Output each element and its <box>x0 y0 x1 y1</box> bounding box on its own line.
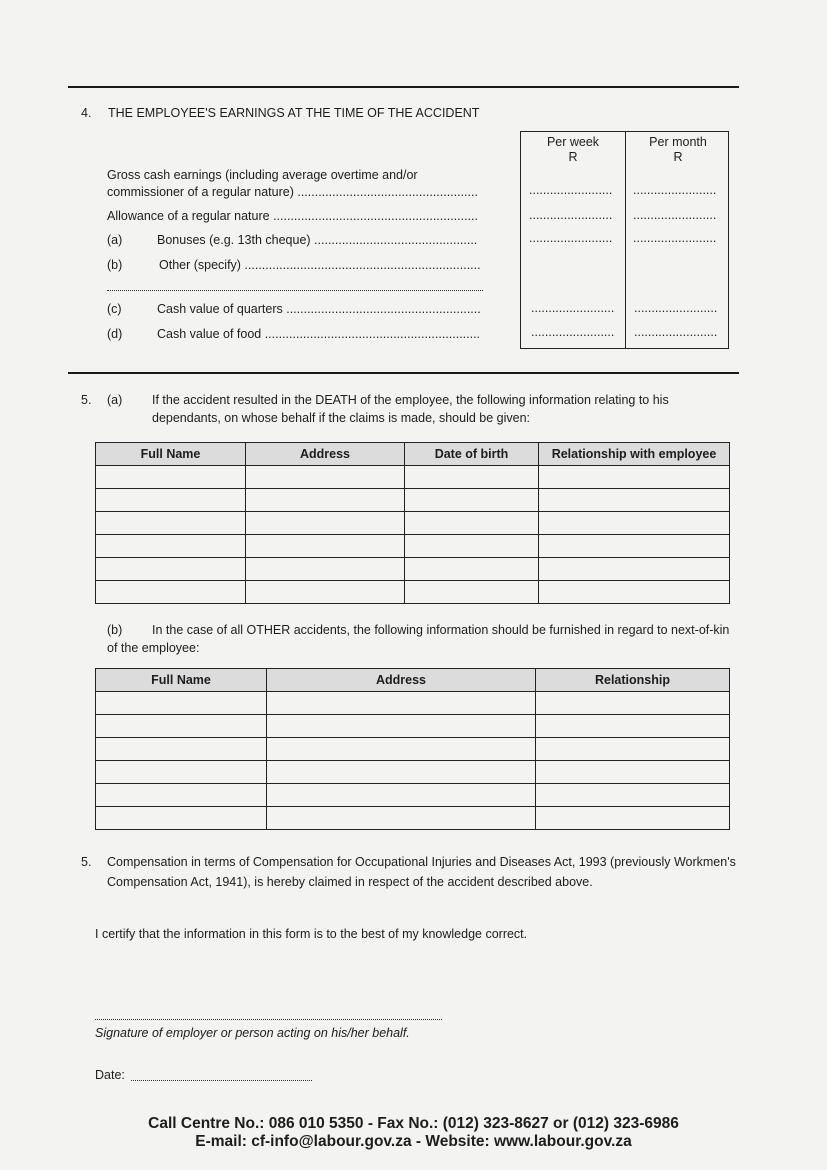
kin-address-header: Address <box>267 669 536 692</box>
kin-fullname-header: Full Name <box>96 669 267 692</box>
table-row <box>96 489 730 512</box>
dependants-relationship-header: Relationship with employee <box>539 443 730 466</box>
table-cell[interactable] <box>539 535 730 558</box>
signature-field[interactable] <box>95 1019 442 1020</box>
table-cell[interactable] <box>267 807 536 830</box>
food-label: Cash value of food .............................................................. <box>157 327 481 341</box>
table-row <box>96 535 730 558</box>
dependants-fullname-header: Full Name <box>96 443 246 466</box>
quarters-label: Cash value of quarters ........................................................ <box>157 302 481 316</box>
gross-month-field[interactable]: ........................ <box>633 183 717 197</box>
table-cell[interactable] <box>267 761 536 784</box>
table-cell[interactable] <box>246 489 405 512</box>
table-cell[interactable] <box>267 784 536 807</box>
table-cell[interactable] <box>536 692 730 715</box>
food-week-field[interactable]: ........................ <box>531 325 615 339</box>
table-cell[interactable] <box>96 558 246 581</box>
kin-relationship-header: Relationship <box>536 669 730 692</box>
footer-web-line: E-mail: cf-info@labour.gov.za - Website: www.labour.gov.za <box>195 1133 632 1150</box>
table-cell[interactable] <box>405 558 539 581</box>
next-of-kin-table <box>95 668 730 830</box>
dependants-table <box>95 442 730 604</box>
table-cell[interactable] <box>405 512 539 535</box>
other-specify-field[interactable] <box>107 290 483 291</box>
bonuses-label: Bonuses (e.g. 13th cheque) ............................................... <box>157 233 478 247</box>
footer-contact-line: Call Centre No.: 086 010 5350 - Fax No.: (012) 323-8627 or (012) 323-6986 <box>148 1115 679 1132</box>
section5b-line2: of the employee: <box>107 641 200 655</box>
table-cell[interactable] <box>246 581 405 604</box>
gross-earnings-line1: Gross cash earnings (including average overtime and/or <box>107 168 418 182</box>
per-month-currency: R <box>673 150 683 164</box>
table-cell[interactable] <box>539 466 730 489</box>
compensation-number: 5. <box>81 855 92 869</box>
table-row <box>96 738 730 761</box>
section5b-letter: (b) <box>107 623 123 637</box>
table-cell[interactable] <box>539 581 730 604</box>
table-row <box>96 784 730 807</box>
other-letter: (b) <box>107 258 123 272</box>
per-month-header <box>626 135 730 165</box>
quarters-week-field[interactable]: ........................ <box>531 301 615 315</box>
table-cell[interactable] <box>96 489 246 512</box>
table-row <box>96 761 730 784</box>
allowance-month-field[interactable]: ........................ <box>633 208 717 222</box>
table-cell[interactable] <box>405 535 539 558</box>
quarters-letter: (c) <box>107 302 122 316</box>
table-cell[interactable] <box>96 761 267 784</box>
table-cell[interactable] <box>267 692 536 715</box>
per-month-label: Per month <box>649 135 707 149</box>
certification-statement: I certify that the information in this form is to the best of my knowledge correct. <box>95 927 528 941</box>
allowance-week-field[interactable]: ........................ <box>529 208 613 222</box>
table-row <box>96 715 730 738</box>
table-row <box>96 466 730 489</box>
bonuses-week-field[interactable]: ........................ <box>529 231 613 245</box>
food-letter: (d) <box>107 327 123 341</box>
table-cell[interactable] <box>405 581 539 604</box>
table-cell[interactable] <box>246 558 405 581</box>
table-cell[interactable] <box>539 512 730 535</box>
table-cell[interactable] <box>536 761 730 784</box>
table-cell[interactable] <box>405 489 539 512</box>
per-week-currency: R <box>568 150 578 164</box>
table-cell[interactable] <box>539 489 730 512</box>
gross-earnings-line2: commissioner of a regular nature) .................................................... <box>107 185 478 199</box>
table-row <box>96 512 730 535</box>
section5-divider <box>68 372 739 374</box>
table-row <box>96 581 730 604</box>
quarters-month-field[interactable]: ........................ <box>634 301 718 315</box>
table-cell[interactable] <box>96 738 267 761</box>
table-cell[interactable] <box>96 535 246 558</box>
signature-caption: Signature of employer or person acting on his/her behalf. <box>95 1026 410 1040</box>
table-cell[interactable] <box>536 784 730 807</box>
table-cell[interactable] <box>96 581 246 604</box>
compensation-line2: Compensation Act, 1941), is hereby claimed in respect of the accident described above. <box>107 875 593 889</box>
section5a-line2: dependants, on whose behalf if the claims is made, should be given: <box>152 411 531 425</box>
table-cell[interactable] <box>246 535 405 558</box>
date-field[interactable] <box>131 1080 312 1081</box>
bonuses-month-field[interactable]: ........................ <box>633 231 717 245</box>
table-row <box>96 692 730 715</box>
section5b-line1: In the case of all OTHER accidents, the following information should be furnished in regard to next-of-kin <box>152 623 730 637</box>
table-cell[interactable] <box>267 715 536 738</box>
section5a-line1: If the accident resulted in the DEATH of the employee, the following information relating to his <box>152 393 669 407</box>
table-cell[interactable] <box>96 466 246 489</box>
gross-week-field[interactable]: ........................ <box>529 183 613 197</box>
allowance-label: Allowance of a regular nature ........................................................... <box>107 209 478 223</box>
dependants-dob-header: Date of birth <box>405 443 539 466</box>
per-week-label: Per week <box>546 135 600 149</box>
table-cell[interactable] <box>96 512 246 535</box>
table-cell[interactable] <box>267 738 536 761</box>
food-month-field[interactable]: ........................ <box>634 325 718 339</box>
next-of-kin-header-row <box>96 669 730 692</box>
table-row <box>96 807 730 830</box>
dependants-header-row <box>96 443 730 466</box>
table-cell[interactable] <box>246 512 405 535</box>
table-cell[interactable] <box>536 738 730 761</box>
date-label: Date: <box>95 1068 125 1082</box>
section4-title: THE EMPLOYEE'S EARNINGS AT THE TIME OF THE ACCIDENT <box>108 106 480 120</box>
section4-number: 4. <box>81 106 92 120</box>
table-cell[interactable] <box>96 807 267 830</box>
table-cell[interactable] <box>96 784 267 807</box>
table-cell[interactable] <box>536 807 730 830</box>
section5a-number: 5. <box>81 393 92 407</box>
top-divider <box>68 86 739 88</box>
bonuses-letter: (a) <box>107 233 123 247</box>
table-cell[interactable] <box>405 466 539 489</box>
dependants-address-header: Address <box>246 443 405 466</box>
section5a-letter: (a) <box>107 393 123 407</box>
table-cell[interactable] <box>536 715 730 738</box>
table-cell[interactable] <box>96 692 267 715</box>
compensation-line1: Compensation in terms of Compensation for Occupational Injuries and Diseases Act, 1993 (previously Workmen's <box>107 855 736 869</box>
per-week-header <box>521 135 625 165</box>
table-cell[interactable] <box>539 558 730 581</box>
table-cell[interactable] <box>246 466 405 489</box>
table-row <box>96 558 730 581</box>
other-label: Other (specify) .................................................................... <box>159 258 481 272</box>
table-cell[interactable] <box>96 715 267 738</box>
